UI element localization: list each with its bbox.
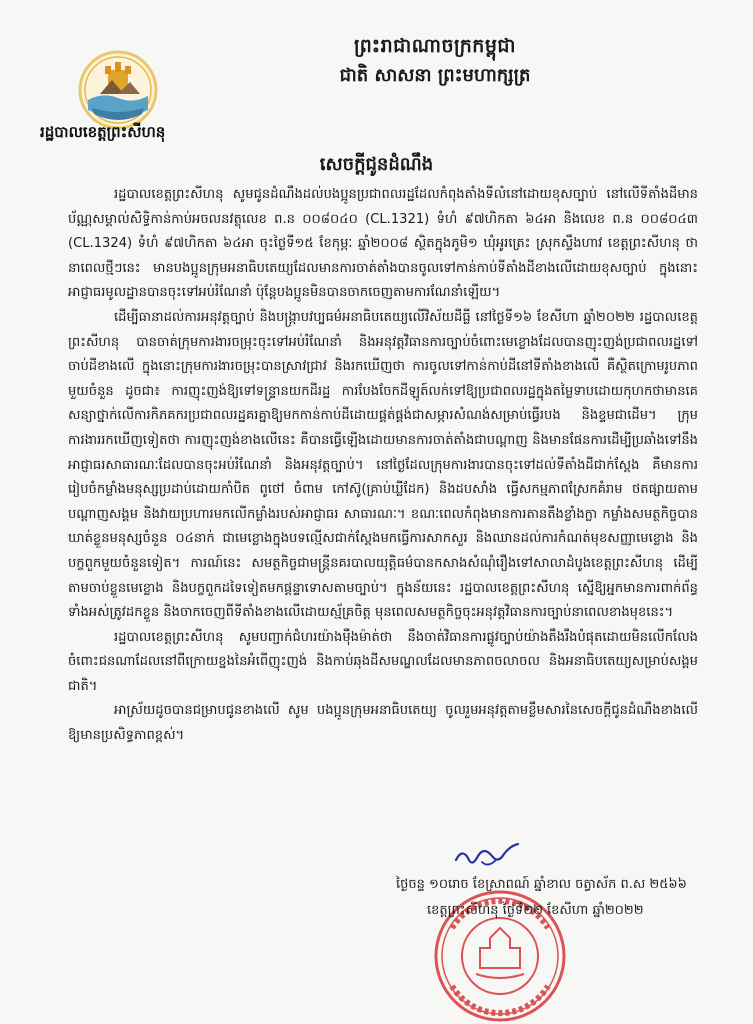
- paragraph-2: ដើម្បីធានាដល់ការអនុវត្តច្បាប់ និងបង្ក្រាបវប្បធម៌អនាធិបតេយ្យលើវិស័យដីធ្លី នៅថ្ងៃទី១៦ ខែសីហា ឆ្នាំ២០២២ រដ្ឋបាលខេត្តព្រះសីហនុ បានចាត់ក្រុមការងារចម្រុះចុះទៅអប់រំណែនាំ និងអនុវត្តវិធានការច្បាប់ចំពោះមេខ្លោងដែលបានញុះញង់ប្រជាពលរដ្ឋទៅចាប់ដីខាងលើ ក្នុងនោះក្រុមការងារចម្រុះបានស្រាវជ្រាវ និងរកឃើញថា ការចូលទៅកាន់កាប់ដីនៅទីតាំងខាងលើ គឺស្ថិតក្រោមរូបភាពមួយចំនួន ដូចជា៖ ការញុះញង់ឱ្យទៅទន្ទ្រានយកដីរដ្ឋ ការបែងចែកដីឡូត៍លក់ទៅឱ្យប្រជាពលរដ្ឋក្នុងតម្លៃទាបដោយកុហកថាមានគេសន្យាថ្នាក់លើការកិភគករប្រជាពលរដ្ឋគរគ្នាឱ្យមកកាន់កាប់ដីដោយផ្គត់ផ្គង់ជាសម្ភារសំណង់សម្រាប់ធ្វើរបង និងខ្ទមជាដើម។ ក្រុមការងាររកឃើញទៀតថា ការញុះញង់ខាងលើនេះ គឺបានធ្វើឡើងដោយមានការចាត់តាំងជាបណ្តាញ និងមានផែនការដើម្បីប្រឆាំងទៅនឹងអាជ្ញាធរសាធារណៈដែលបានចុះអប់រំណែនាំ និងអនុវត្តច្បាប់។ នៅថ្ងៃដែលក្រុមការងារបានចុះទៅដល់ទីតាំងដីជាក់ស្តែង គឺមានការរៀបចំកម្លាំងមនុស្សប្រដាប់ដោយកាំបិត ពូថៅ ចំពាម កៅស៊ូ(គ្រាប់ឃ្លីដែក) និងដបសាំង ធ្វើសកម្មភាពស្រែកគំរាម ថតផ្សាយតាមបណ្តាញសង្គម និងវាយប្រហារមកលើកម្លាំងរបស់អាជ្ញាធរ សាធារណៈ។ ខណៈពេលកំពុងមានការតានតឹងខ្លាំងក្លា កម្លាំងសមត្ថកិច្ចបានឃាត់ខ្លួនមនុស្សចំនួន ០៤នាក់ ជាមេខ្លោងក្នុងបទល្មើសជាក់ស្តែងមកធ្វើការសាកសួរ និងឈានដល់ការកំណត់មុខសញ្ញាមេខ្លោង និងបក្ខពួកមួយចំនួនទៀត។ ការណ៍នេះ សមត្ថកិច្ចជាមន្ត្រីនគរបាលយុត្តិធម៌បានកសាងសំណុំរឿងទៅសាលាដំបូងខេត្តព្រះសីហនុ ដើម្បីតាមចាប់ខ្លួនមេខ្លោង និងបក្ខពួកដទៃទៀតមកផ្តន្ទាទោសតាមច្បាប់។ ក្នុងន័យនេះ រដ្ឋបាលខេត្តព្រះសីហនុ ស្នើឱ្យអ្នកមានការពាក់ព័ន្ធទាំងអស់ត្រូវដកខ្លួន និងចាកចេញពីទីតាំងខាងលើដោយស្ម័គ្រចិត្ត មុនពេលសមត្ថកិច្ចចុះអនុវត្តវិធានការច្បាប់នាពេលខាងមុខនេះ។: [68, 309, 698, 621]
- paragraph-4: អាស្រ័យដូចបានជម្រាបជូនខាងលើ សូម បងប្អូនក្រុមអនាធិបតេយ្យ ចូលរួមអនុវត្តតាមខ្លឹមសារនៃសេចក្តីជូនដំណឹងខាងលើឱ្យមានប្រសិទ្ធភាពខ្ពស់។: [68, 703, 698, 744]
- paragraph-1: រដ្ឋបាលខេត្តព្រះសីហនុ សូមជូនដំណឹងដល់បងប្អូនប្រជាពលរដ្ឋដែលកំពុងតាំងទីលំនៅដោយខុសច្បាប់ នៅលើទីតាំងដីមានប័ណ្ណសម្គាល់សិទ្ធិកាន់កាប់អចលនវត្ថុលេខ ព.ន ០០៨០៤០ (CL.1321) ទំហំ ៩៧ហិកតា ៦៤អា និងលេខ ព.ន ០០៨០៤៣ (CL.1324) ទំហំ ៩៧ហិកតា ៦៤អា ចុះថ្ងៃទី១៥ ខែកុម្ភៈ ឆ្នាំ២០០៨ ស្ថិតក្នុងភូមិ១ ឃុំអូរត្រេះ ស្រុកស្ទឹងហាវ ខេត្តព្រះសីហនុ ថា នាពេលថ្មីៗនេះ មានបងប្អូនក្រុមអនាធិបតេយ្យដែលមានការចាត់តាំងបានចូលទៅកាន់កាប់ទីតាំងដីខាងលើដោយខុសច្បាប់ ក្នុងនោះអាជ្ញាធរមូលដ្ឋានបានចុះទៅអប់រំណែនាំ ប៉ុន្តែបងប្អូនមិនបានចាកចេញតាមការណែនាំឡើយ។: [68, 187, 698, 301]
- signature-icon: [452, 838, 522, 878]
- kingdom-title: ព្រះរាជាណាចក្រកម្ពុជា: [354, 35, 516, 57]
- paragraph-3: រដ្ឋបាលខេត្តព្រះសីហនុ សូមបញ្ជាក់ជំហរយ៉ាងម៉ឺងម៉ាត់ថា នឹងចាត់វិធានការផ្លូវច្បាប់យ៉ាងតឹងរឹងបំផុតដោយមិនលើកលែងចំពោះជនណាដែលនៅពីក្រោយខ្នងនៃអំពើញុះញង់ និងកាប់ឆុងដីសមណ្ឌលដែលមានភាពចលាចល និងអនាធិបតេយ្យសម្រាប់សង្គមជាតិ។: [68, 629, 698, 694]
- place-and-date: ខេត្តព្រះសីហនុ ថ្ងៃទី២២ ខែសីហា ឆ្នាំ២០២២: [427, 903, 644, 918]
- issuer-name: រដ្ឋបាលខេត្តព្រះសីហនុ: [40, 123, 166, 141]
- lunar-date: ថ្ងៃចន្ទ ១០រោច ខែស្រាពណ៍ ឆ្នាំខាល ចត្វាស័ក ព.ស ២៥៦៦: [396, 877, 687, 892]
- document-body: [68, 183, 698, 749]
- document-title: សេចក្តីជូនដំណឹង: [319, 154, 434, 175]
- national-motto: ជាតិ សាសនា ព្រះមហាក្សត្រ: [339, 65, 531, 86]
- provincial-emblem-icon: [78, 50, 158, 130]
